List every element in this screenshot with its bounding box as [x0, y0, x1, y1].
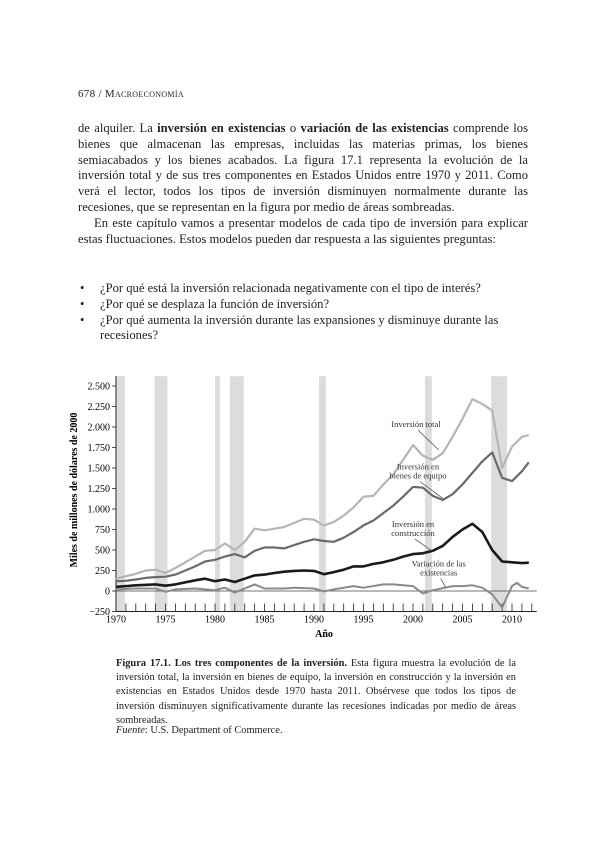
caption-text: Esta figura muestra la evolución de la inversión total, la inversión en bienes de equipo, la inversión en construcción y la inversión en existencias en Estados Unidos desde 1970 hasta 2011. Obsérvese que todos los tipos de inversión disminuyen significativamente durante las recesiones indicadas por medio de áreas sombreadas. [116, 658, 516, 726]
bold-term: inversión en existencias [157, 121, 286, 135]
recession-band [319, 376, 326, 611]
x-tick-label: 1975 [155, 614, 176, 626]
caption-label: Figura 17.1. Los tres componentes de la inversión. [116, 658, 347, 669]
bold-term: variación de las existencias [300, 121, 449, 135]
series-label: Inversión en [391, 519, 435, 530]
book-title: Macroeconomía [104, 88, 184, 100]
x-tick-label: 1990 [304, 614, 324, 626]
y-axis-label: Miles de millones de dólares de 2000 [69, 412, 80, 568]
recession-band [491, 376, 507, 611]
y-tick-label: 2.250 [87, 402, 110, 413]
source-label: Fuente [116, 725, 145, 736]
y-tick-label: 1.500 [87, 463, 110, 475]
question-list [78, 281, 528, 344]
y-tick-label: 750 [95, 525, 110, 536]
series-label: existencias [420, 567, 458, 578]
x-axis-label: Año [315, 629, 333, 640]
x-tick-label: 2005 [452, 614, 473, 626]
list-item: • ¿Por qué está la inversión relacionada negativamente con el tipo de interés? [78, 281, 528, 297]
y-tick-label: 1.000 [87, 504, 110, 516]
y-tick-label: 2.500 [87, 381, 110, 393]
investment-chart [60, 370, 540, 650]
series-label: bienes de equipo [389, 470, 447, 481]
y-tick-label: 500 [95, 545, 110, 557]
x-tick-label: 1970 [106, 614, 126, 626]
figure-source [116, 725, 283, 736]
list-item: • ¿Por qué se desplaza la función de inversión? [78, 297, 528, 313]
source-text: : U.S. Department of Commerce. [144, 725, 283, 736]
list-item: • ¿Por qué aumenta la inversión durante las expansiones y disminuye durante las recesiones? [78, 313, 528, 345]
paragraph-2: En este capítulo vamos a presentar modelos de cada tipo de inversión para explicar estas fluctuaciones. Estos modelos pueden dar respuesta a las siguientes preguntas: [78, 216, 528, 246]
recession-band [230, 376, 244, 611]
paragraph-1 [78, 121, 528, 216]
text: o [285, 121, 301, 135]
x-tick-label: 1995 [353, 614, 374, 626]
y-tick-label: 0 [105, 586, 110, 598]
y-tick-label: 250 [95, 566, 110, 577]
x-tick-label: 2010 [502, 614, 522, 626]
page-number: 678 / [78, 88, 102, 100]
text: comprende los bienes que almacenan las empresas, incluidas las materias primas, los bienes semiacabados y los bienes acabados. La figura 17.1 representa la evolución de la inversión total y de sus tres componentes en Estados Unidos entre 1970 y 2011. Como verá el lector, todos los tipos de inversión disminuyen normalmente durante las recesiones, que se representan en la figura por medio de áreas sombreadas. [78, 121, 528, 214]
x-tick-label: 2000 [403, 614, 423, 626]
text: de alquiler. La [78, 121, 158, 135]
figure-caption [116, 657, 516, 728]
series-label: construcción [391, 528, 435, 539]
y-tick-label: 1.750 [87, 443, 110, 454]
series-label: Variación de las [411, 558, 466, 569]
x-tick-label: 1985 [254, 614, 275, 626]
x-tick-label: 1980 [205, 614, 225, 626]
leader-line [441, 578, 446, 587]
series-label: Inversión en [396, 461, 440, 472]
y-tick-label: −250 [89, 607, 110, 618]
y-tick-label: 2.000 [87, 422, 110, 434]
y-tick-label: 1.250 [87, 484, 110, 495]
recession-band [215, 376, 220, 611]
running-header [78, 88, 184, 100]
series-label: Inversión total [391, 419, 441, 429]
